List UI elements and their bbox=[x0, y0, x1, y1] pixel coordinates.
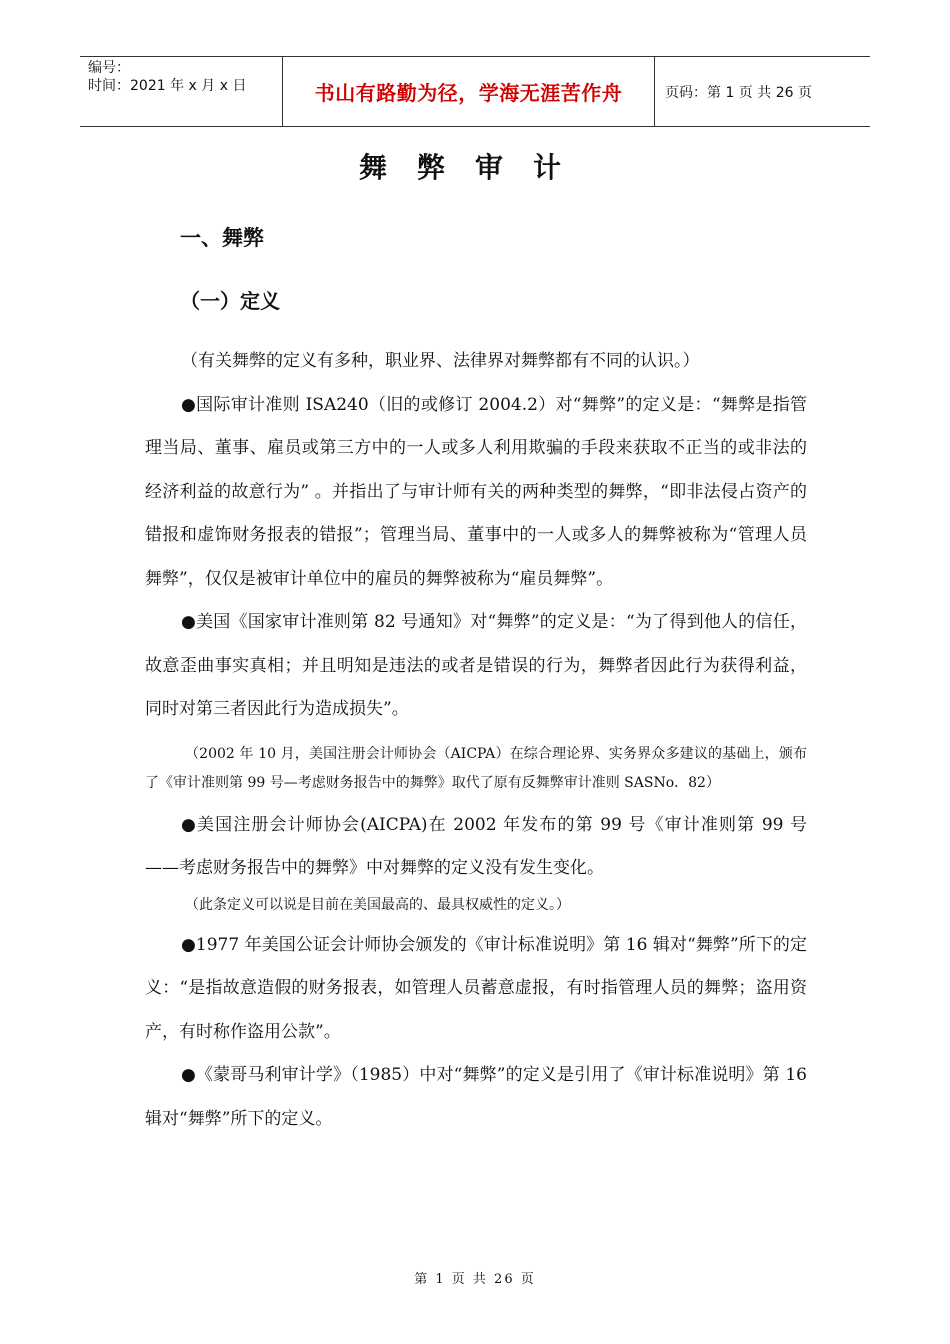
paragraph-intro: （有关舞弊的定义有多种，职业界、法律界对舞弊都有不同的认识。） bbox=[181, 351, 700, 371]
page-footer: 第 1 页 共 26 页 bbox=[414, 1272, 536, 1287]
time-label: 时间：2021 年 x 月 x 日 bbox=[88, 78, 247, 94]
note-authority: （此条定义可以说是目前在美国最高的、最具权威性的定义。） bbox=[185, 896, 570, 913]
paragraph-us-standard-82: ●美国《国家审计准则第 82 号通知》对“舞弊”的定义是：“为了得到他人的信任，故意歪曲事实真相；并且明知是违法的或者是错误的行为，舞弊者因此行为获得利益，同时对第三者因此行为造成损失”。 bbox=[145, 612, 807, 719]
paragraph-isa240: ●国际审计准则 ISA240（旧的或修订 2004.2）对“舞弊”的定义是：“舞弊是指管理当局、董事、雇员或第三方中的一人或多人利用欺骗的手段来获取不正当的或非法的经济利益的故意行为” 。并指出了与审计师有关的两种类型的舞弊，“即非法侵占资产的错报和虚饰财务报表的错报”；管理当局、董事中的一人或多人的舞弊被称为“管理人员舞弊”，仅仅是被审计单位中的雇员的舞弊被称为“雇员舞弊”。 bbox=[145, 394, 807, 589]
document-title: 舞弊审计 bbox=[358, 151, 591, 184]
header-motto-cell bbox=[282, 57, 655, 126]
section-heading: 一、舞弊 bbox=[180, 226, 264, 250]
header-meta bbox=[80, 57, 282, 126]
header-page-cell bbox=[655, 57, 870, 126]
note-aicpa-2002: （2002 年 10 月，美国注册会计师协会（AICPA）在综合理论界、实务界众多建议的基础上，颁布了《审计准则第 99 号—考虑财务报告中的舞弊》取代了原有反舞弊审计准则 SASNo．82） bbox=[145, 745, 807, 791]
page-header bbox=[80, 56, 870, 127]
paragraph-montgomery: ●《蒙哥马利审计学》（1985）中对“舞弊”的定义是引用了《审计标准说明》第 16 辑对“舞弊”所下的定义。 bbox=[145, 1065, 807, 1129]
paragraph-1977: ●1977 年美国公证会计师协会颁发的《审计标准说明》第 16 辑对“舞弊”所下的定义：“是指故意造假的财务报表，如管理人员蓄意虚报，有时指管理人员的舞弊；盗用资产，有时称作盗用公款”。 bbox=[145, 934, 807, 1042]
document-body bbox=[145, 340, 807, 1141]
subsection-heading: （一）定义 bbox=[180, 289, 280, 313]
paragraph-aicpa-99: ●美国注册会计师协会(AICPA)在 2002 年发布的第 99 号《审计准则第 99 号——考虑财务报告中的舞弊》中对舞弊的定义没有发生变化。 bbox=[145, 814, 807, 878]
header-page-info: 页码：第 1 页 共 26 页 bbox=[665, 84, 812, 101]
code-label: 编号： bbox=[88, 60, 130, 76]
motto: 书山有路勤为径，学海无涯苦作舟 bbox=[314, 81, 623, 105]
